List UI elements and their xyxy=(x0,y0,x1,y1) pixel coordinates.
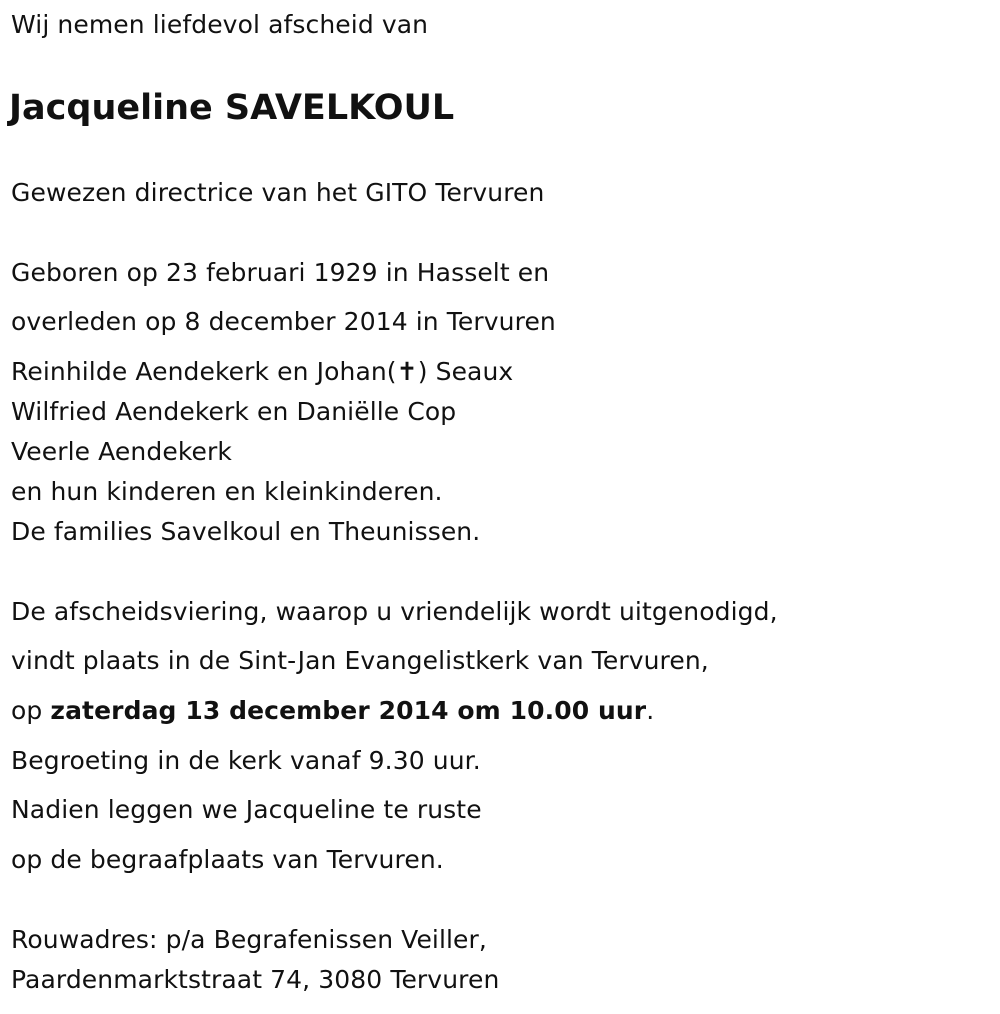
former-role: Gewezen directrice van het GITO Tervuren xyxy=(11,178,545,207)
family-line-3: Veerle Aendekerk xyxy=(11,437,232,466)
ceremony-date-prefix: op xyxy=(11,696,51,725)
family-line-5: De families Savelkoul en Theunissen. xyxy=(11,517,481,546)
death-line: overleden op 8 december 2014 in Tervuren xyxy=(11,307,556,336)
ceremony-line-2: vindt plaats in de Sint-Jan Evangelistkerk van Tervuren, xyxy=(11,646,709,675)
deceased-name: Jacqueline SAVELKOUL xyxy=(9,88,455,128)
family-line-2: Wilfried Aendekerk en Daniëlle Cop xyxy=(11,397,457,426)
ceremony-date: zaterdag 13 december 2014 om 10.00 uur xyxy=(50,696,647,725)
burial-line-1: Nadien leggen we Jacqueline te ruste xyxy=(11,795,482,824)
ceremony-line-1: De afscheidsviering, waarop u vriendelijk wordt uitgenodigd, xyxy=(11,597,778,626)
birth-line: Geboren op 23 februari 1929 in Hasselt en xyxy=(11,258,550,287)
intro-text: Wij nemen liefdevol afscheid van xyxy=(11,10,429,39)
family-line-4: en hun kinderen en kleinkinderen. xyxy=(11,477,443,506)
ceremony-date-line xyxy=(11,696,654,726)
address-line-1: Rouwadres: p/a Begrafenissen Veiller, xyxy=(11,925,487,954)
ceremony-date-suffix: . xyxy=(646,696,655,725)
burial-line-2: op de begraafplaats van Tervuren. xyxy=(11,845,444,874)
greeting-line: Begroeting in de kerk vanaf 9.30 uur. xyxy=(11,746,481,775)
family-line-1: Reinhilde Aendekerk en Johan(✝) Seaux xyxy=(11,357,514,386)
address-line-2: Paardenmarktstraat 74, 3080 Tervuren xyxy=(11,965,500,994)
